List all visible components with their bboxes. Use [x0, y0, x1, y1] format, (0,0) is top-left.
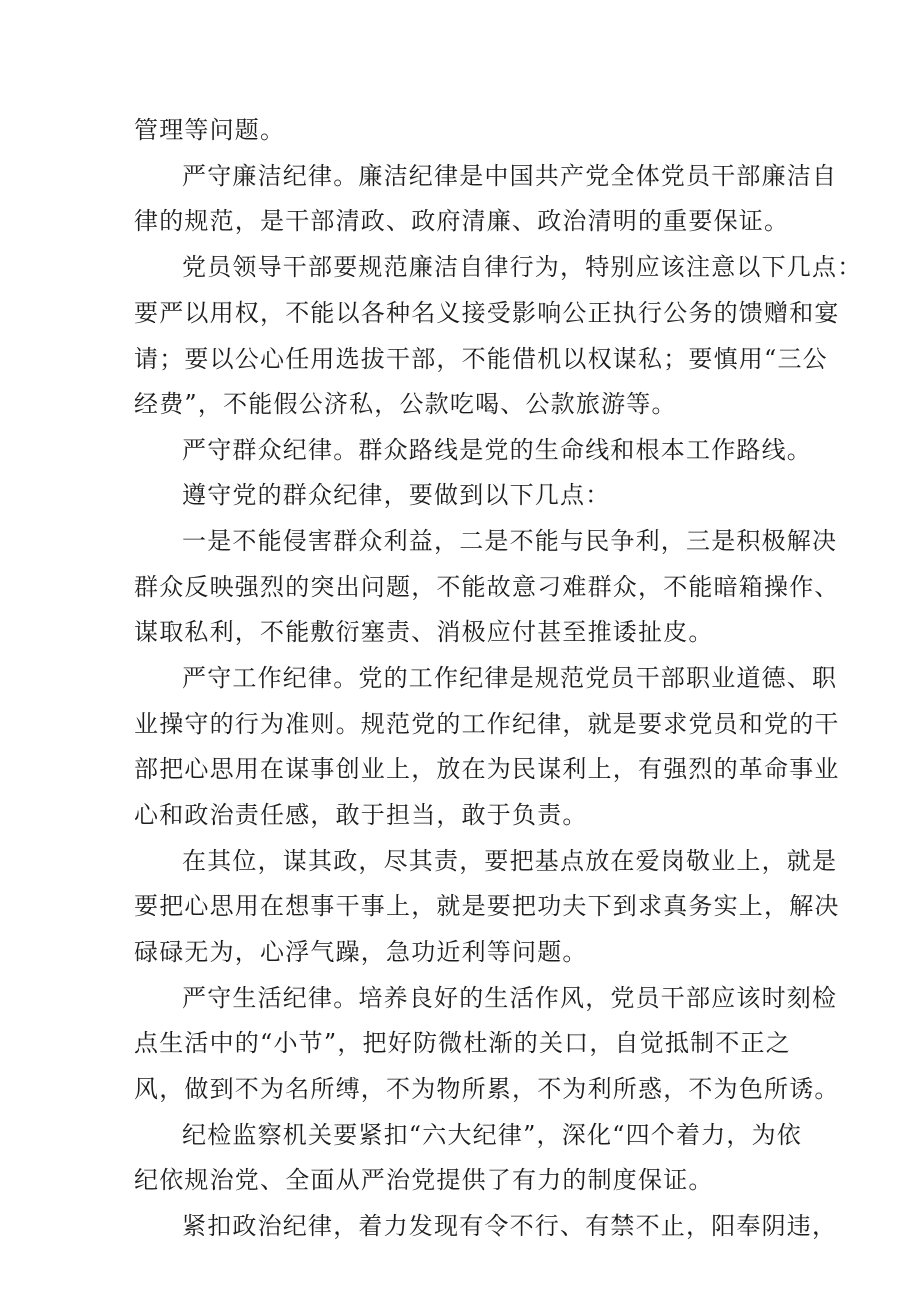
text-line: 经费”，不能假公济私，公款吃喝、公款旅游等。: [134, 390, 677, 418]
text-line: 遵守党的群众纪律，要做到以下几点：: [182, 481, 611, 509]
text-line: 纪检监察机关要紧扣“六大纪律”，深化“四个着力，为依: [182, 1121, 803, 1149]
text-line: 律的规范，是干部清政、政府清廉、政治清明的重要保证。: [134, 207, 790, 235]
text-line: 部把心思用在谋事创业上，放在为民谋利上，有强烈的革命事业: [134, 755, 840, 783]
text-line: 群众反映强烈的突出问题，不能故意刁难群众，不能暗箱操作、: [134, 573, 840, 601]
text-line: 严守工作纪律。党的工作纪律是规范党员干部职业道德、职: [182, 664, 838, 692]
text-line: 业操守的行为准则。规范党的工作纪律，就是要求党员和党的干: [134, 710, 840, 738]
text-line: 碌碌无为，心浮气躁，急功近利等问题。: [134, 938, 588, 966]
text-line: 严守群众纪律。群众路线是党的生命线和根本工作路线。: [182, 436, 812, 464]
text-line: 严守生活纪律。培养良好的生活作风，党员干部应该时刻检: [182, 984, 838, 1012]
text-line: 要严以用权，不能以各种名义接受影响公正执行公务的馈赠和宴: [134, 299, 840, 327]
text-line: 严守廉洁纪律。廉洁纪律是中国共产党全体党员干部廉洁自: [182, 162, 838, 190]
text-line: 谋取私利，不能敷衍塞责、消极应付甚至推诿扯皮。: [134, 618, 714, 646]
text-line: 在其位，谋其政，尽其责，要把基点放在爱岗敬业上，就是: [182, 847, 838, 875]
text-line: 心和政治责任感，敢于担当，敢于负责。: [134, 801, 588, 829]
text-line: 管理等问题。: [134, 116, 286, 144]
text-line: 党员领导干部要规范廉洁自律行为，特别应该注意以下几点：: [182, 253, 863, 281]
text-line: 点生活中的“小节”，把好防微杜渐的关口，自觉抵制不正之: [134, 1029, 791, 1057]
text-line: 纪依规治党、全面从严治党提供了有力的制度保证。: [134, 1166, 714, 1194]
text-line: 请；要以公心任用选拔干部，不能借机以权谋私；要慎用“三公: [134, 345, 828, 373]
text-line: 风，做到不为名所缚，不为物所累，不为利所惑，不为色所诱。: [134, 1075, 840, 1103]
text-line: 紧扣政治纪律，着力发现有令不行、有禁不止，阳奉阴违，: [182, 1212, 838, 1240]
text-line: 要把心思用在想事干事上，就是要把功夫下到求真务实上，解决: [134, 892, 840, 920]
text-line: 一是不能侵害群众利益，二是不能与民争利，三是积极解决: [182, 527, 838, 555]
